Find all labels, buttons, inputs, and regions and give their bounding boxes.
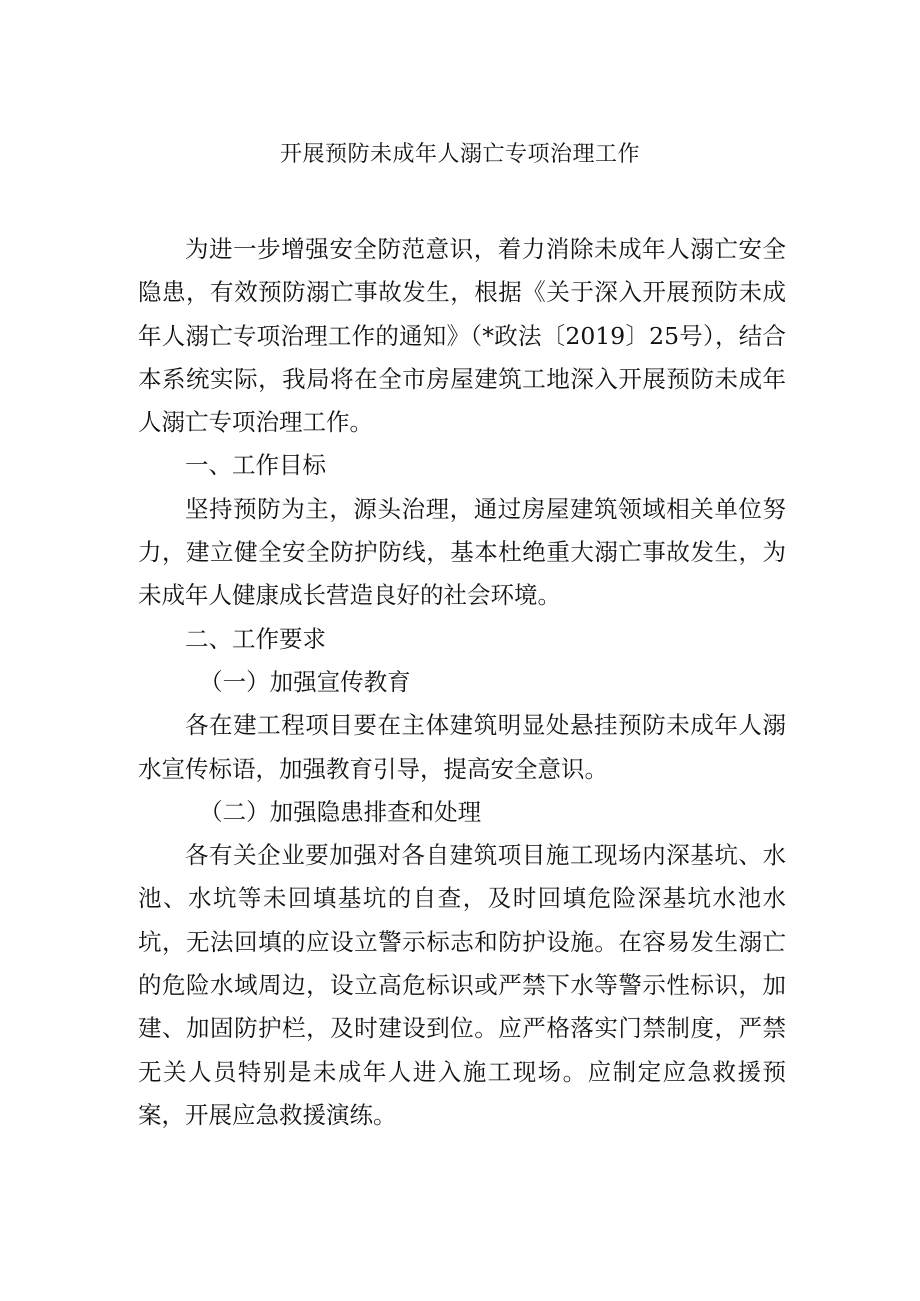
section-heading-requirements: 二、工作要求 bbox=[185, 624, 326, 653]
subheading-publicity: （一）加强宣传教育 bbox=[199, 667, 411, 696]
publicity-paragraph: 各在建工程项目要在主体建筑明显处悬挂预防未成年人溺水宣传标语，加强教育引导，提高安全意识。 bbox=[138, 711, 786, 783]
document-body bbox=[138, 228, 786, 1137]
document-title: 开展预防未成年人溺亡专项治理工作 bbox=[279, 142, 640, 167]
hazards-paragraph: 各有关企业要加强对各自建筑项目施工现场内深基坑、水池、水坑等未回填基坑的自查，及时回填危险深基坑水池水坑，无法回填的应设立警示标志和防护设施。在容易发生溺亡的危险水域周边，设立高危标识或严禁下水等警示性标识，加建、加固防护栏，及时建设到位。应严格落实门禁制度，严禁无关人员特别是未成年人进入施工现场。应制定应急救援预案，开展应急救援演练。 bbox=[138, 841, 786, 1129]
goals-paragraph: 坚持预防为主，源头治理，通过房屋建筑领域相关单位努力，建立健全安全防护防线，基本杜绝重大溺亡事故发生，为未成年人健康成长营造良好的社会环境。 bbox=[138, 494, 786, 610]
subheading-hazards: （二）加强隐患排查和处理 bbox=[199, 797, 482, 826]
intro-paragraph: 为进一步增强安全防范意识，着力消除未成年人溺亡安全隐患，有效预防溺亡事故发生，根据《关于深入开展预防未成年人溺亡专项治理工作的通知》（*政法〔2019〕25号），结合本系统实际，我局将在全市房屋建筑工地深入开展预防未成年人溺亡专项治理工作。 bbox=[138, 235, 786, 437]
section-heading-goals: 一、工作目标 bbox=[185, 451, 326, 480]
